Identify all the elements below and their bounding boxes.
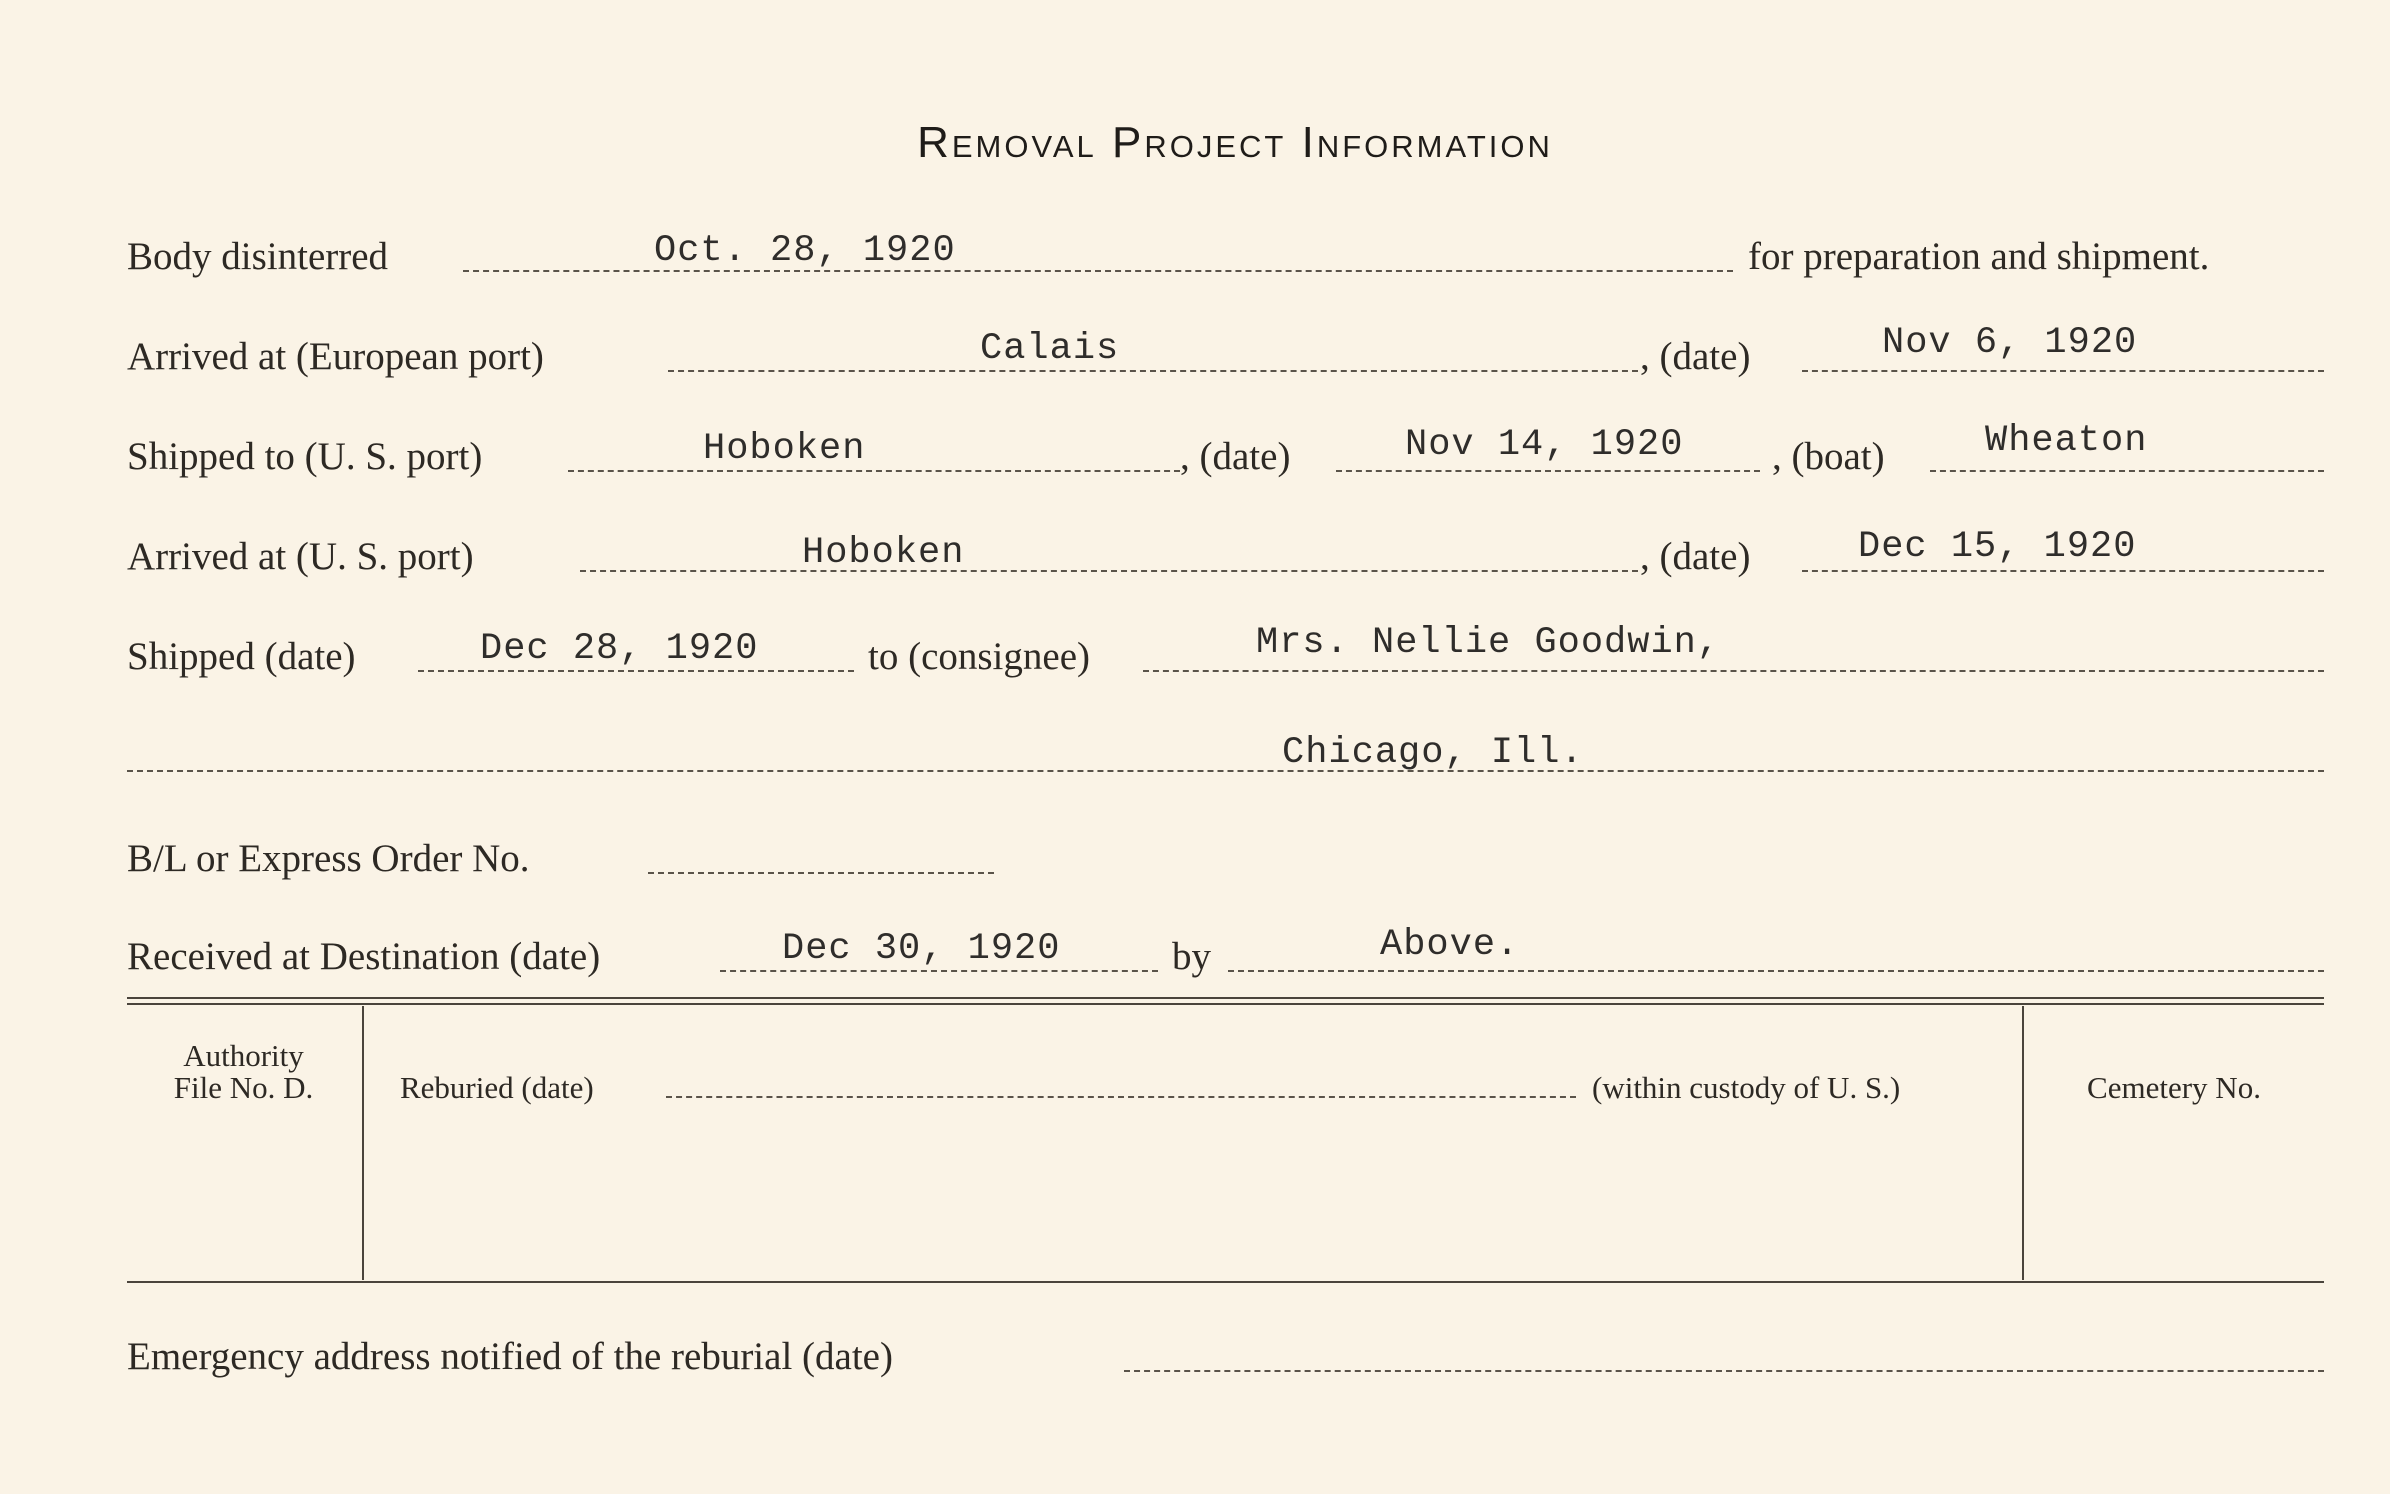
arrived-european-date-line xyxy=(1802,370,2324,372)
shipped-to-date-label: , (date) xyxy=(1180,435,1291,478)
shipped-to-value: Hoboken xyxy=(703,428,866,470)
box-top-rule-inner xyxy=(127,1003,2324,1005)
arrived-us-date-line xyxy=(1802,570,2324,572)
shipped-to-date: Nov 14, 1920 xyxy=(1405,424,1684,466)
shipped-to-line xyxy=(568,470,1180,472)
bl-label: B/L or Express Order No. xyxy=(127,837,530,880)
consignee-line1: Mrs. Nellie Goodwin, xyxy=(1256,622,1721,664)
emergency-label: Emergency address notified of the reburial (date) xyxy=(127,1335,893,1378)
received-date-line xyxy=(720,970,1158,972)
received-by-line xyxy=(1228,970,2324,972)
body-disinterred-suffix: for preparation and shipment. xyxy=(1748,235,2210,278)
arrived-us-value: Hoboken xyxy=(802,532,965,574)
file-no-label: File No. D. xyxy=(173,1070,314,1105)
arrived-us-date-label: , (date) xyxy=(1640,535,1751,578)
shipped-to-date-line xyxy=(1336,470,1760,472)
arrived-european-date: Nov 6, 1920 xyxy=(1882,322,2138,364)
shipped-date-line xyxy=(418,670,854,672)
shipped-date-value: Dec 28, 1920 xyxy=(480,628,759,670)
arrived-european-date-label: , (date) xyxy=(1640,335,1751,378)
form-title: Removal Project Information xyxy=(917,118,1553,167)
consignee-line2-rule xyxy=(127,770,2324,772)
boat-label: , (boat) xyxy=(1772,435,1885,478)
box-top-rule xyxy=(127,997,2324,999)
reburied-label: Reburied (date) xyxy=(400,1070,594,1105)
consignee-line2: Chicago, Ill. xyxy=(1282,732,1584,774)
shipped-to-label: Shipped to (U. S. port) xyxy=(127,435,483,478)
shipped-date-label: Shipped (date) xyxy=(127,635,356,678)
authority-label: Authority xyxy=(183,1038,304,1073)
received-date: Dec 30, 1920 xyxy=(782,928,1061,970)
custody-label: (within custody of U. S.) xyxy=(1592,1070,1901,1105)
cemetery-no-label: Cemetery No. xyxy=(2087,1070,2261,1105)
arrived-us-label: Arrived at (U. S. port) xyxy=(127,535,474,578)
by-label: by xyxy=(1172,935,1211,978)
box-bottom-rule xyxy=(127,1281,2324,1283)
bl-line xyxy=(648,872,994,874)
arrived-us-line xyxy=(580,570,1638,572)
boat-value: Wheaton xyxy=(1985,420,2148,462)
box-divider-right xyxy=(2022,1006,2024,1280)
body-disinterred-value: Oct. 28, 1920 xyxy=(654,230,956,272)
received-label: Received at Destination (date) xyxy=(127,935,601,978)
arrived-us-date: Dec 15, 1920 xyxy=(1858,526,2137,568)
body-disinterred-label: Body disinterred xyxy=(127,235,389,278)
arrived-european-label: Arrived at (European port) xyxy=(127,335,544,378)
arrived-european-line xyxy=(668,370,1638,372)
consignee-line xyxy=(1143,670,2324,672)
reburied-line xyxy=(666,1096,1576,1098)
received-by: Above. xyxy=(1380,924,1520,966)
arrived-european-value: Calais xyxy=(980,328,1120,370)
consignee-label: to (consignee) xyxy=(868,635,1091,678)
boat-line xyxy=(1930,470,2324,472)
box-divider-left xyxy=(362,1006,364,1280)
emergency-line xyxy=(1124,1370,2324,1372)
